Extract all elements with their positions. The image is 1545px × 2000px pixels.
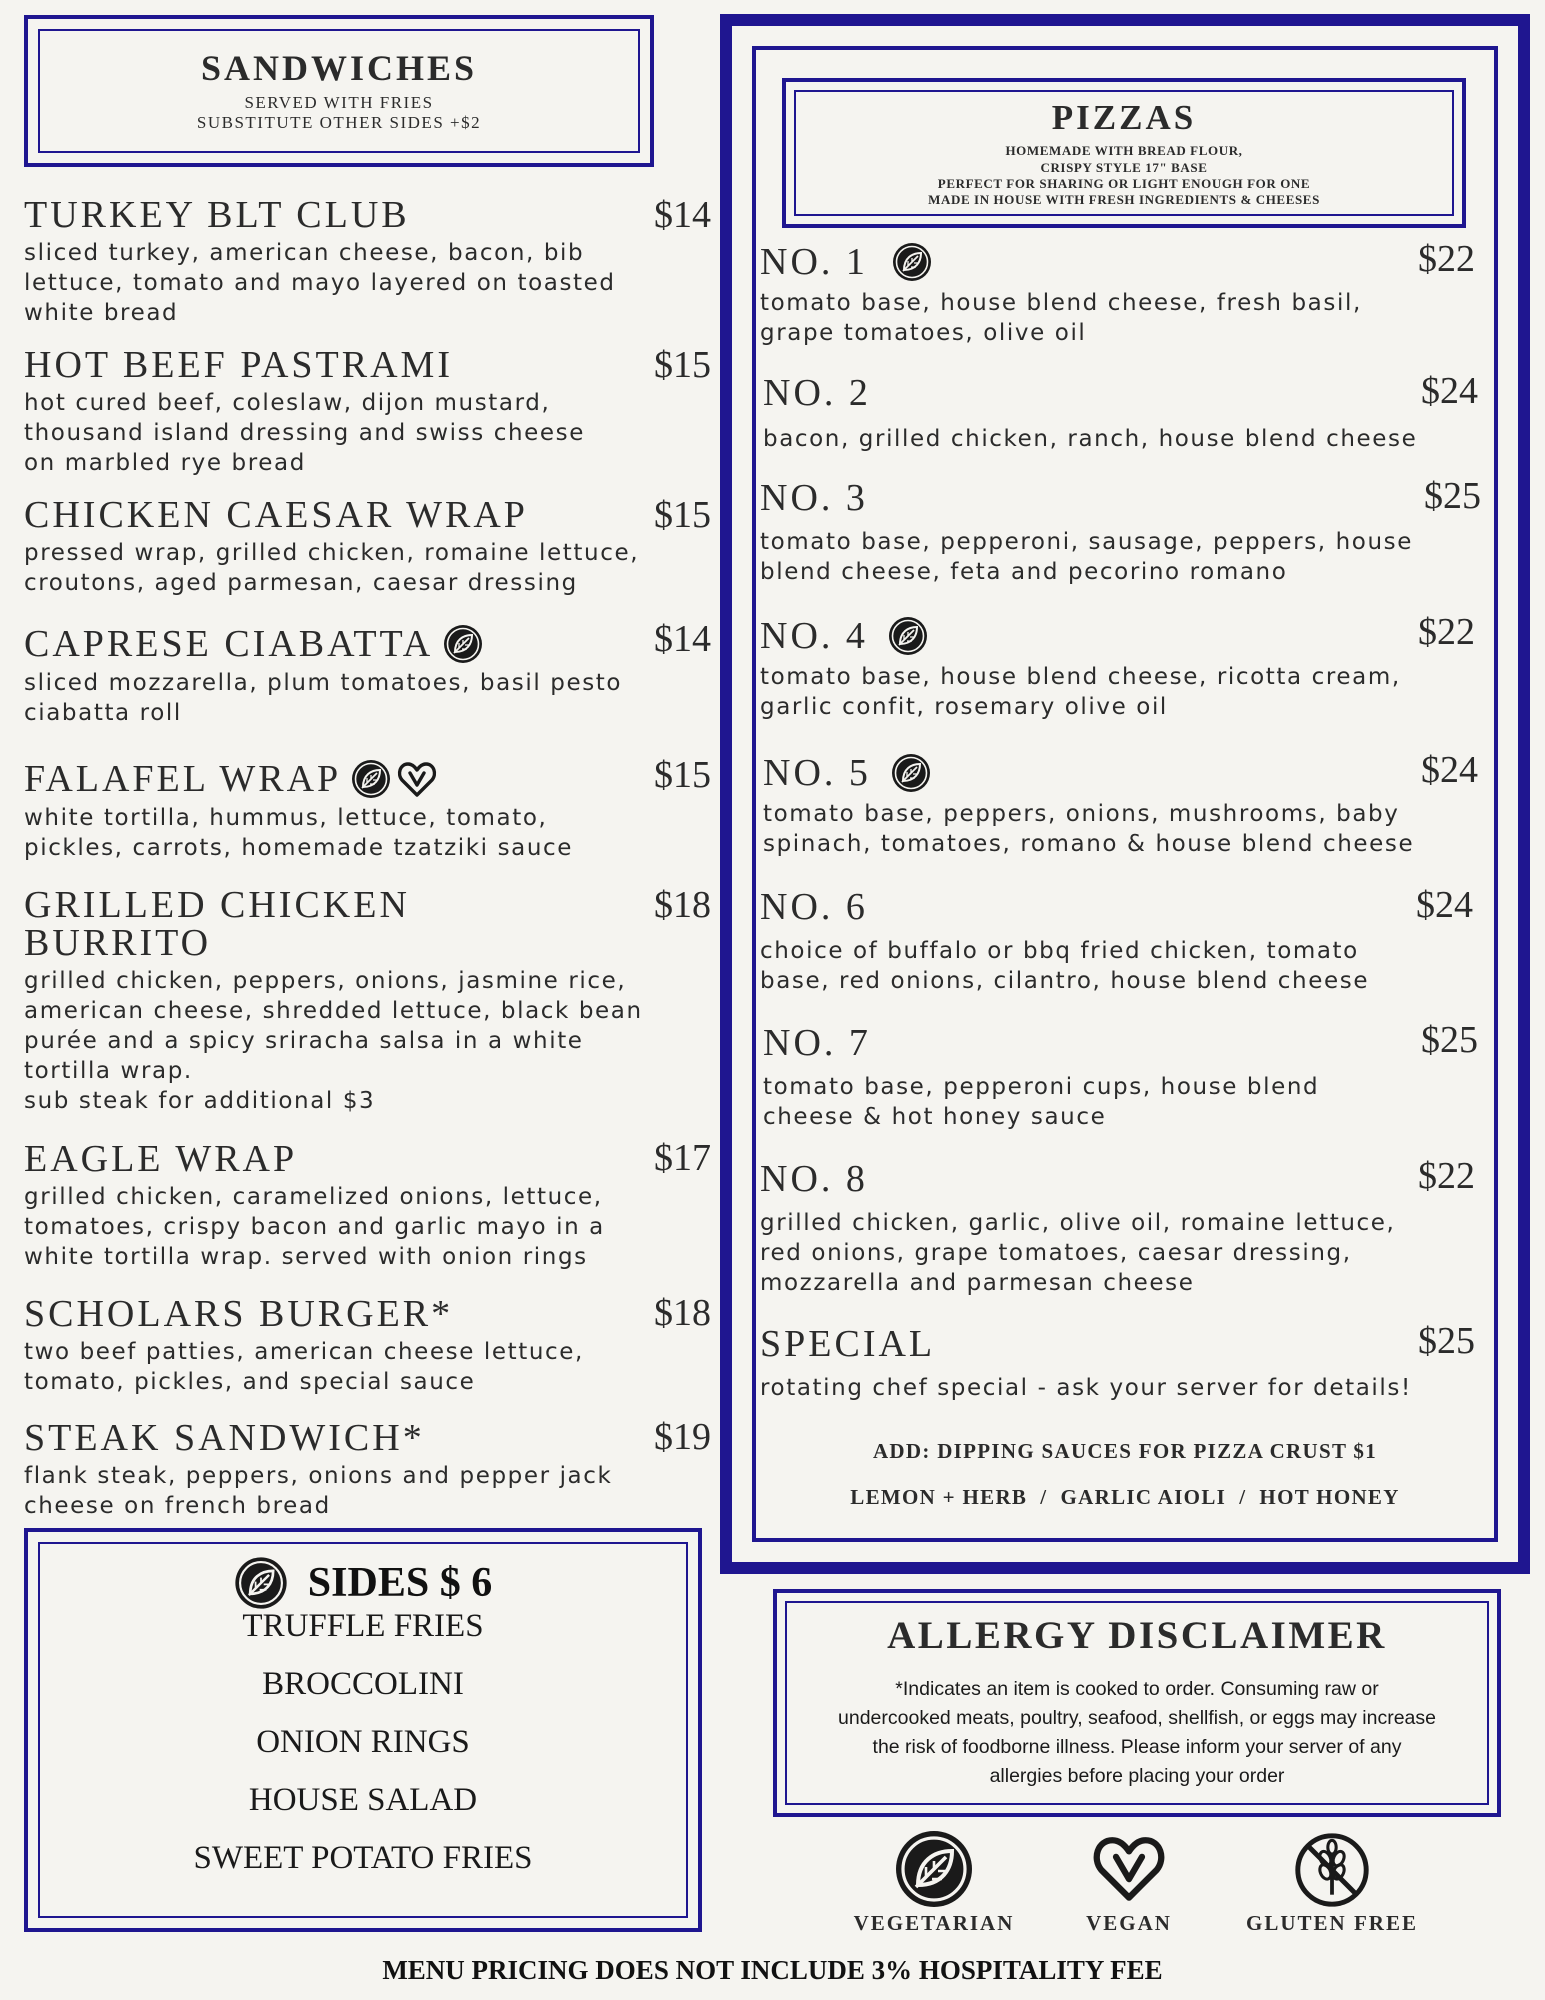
hospitality-fee-note: MENU PRICING DOES NOT INCLUDE 3% HOSPITALITY FEE xyxy=(382,1955,1163,1985)
item-price: $19 xyxy=(654,1416,711,1458)
list-item xyxy=(760,888,1369,996)
item-description: pressed wrap, grilled chicken, romaine lettuce, croutons, aged parmesan, caesar dressing xyxy=(24,540,640,596)
list-item xyxy=(24,1419,612,1521)
list-item xyxy=(760,1160,1395,1298)
dipping-sauce-options: LEMON + HERB / GARLIC AIOLI / HOT HONEY xyxy=(850,1485,1400,1509)
item-description: grilled chicken, garlic, olive oil, romaine lettuce, red onions, grape tomatoes, caesar dressing, mozzarella and parmesan cheese xyxy=(760,1210,1396,1296)
sides-title: SIDES $ 6 xyxy=(28,1556,698,1610)
item-description: sliced mozzarella, plum tomatoes, basil pesto ciabatta roll xyxy=(24,670,623,726)
no-wheat-icon xyxy=(1294,1832,1370,1908)
item-price: $14 xyxy=(654,618,711,660)
allergy-text: *Indicates an item is cooked to order. Consuming raw or undercooked meats, poultry, seafood, shellfish, or eggs may increase the risk of foodborne illness. Please inform your server of any allergies before placing your order xyxy=(838,1678,1436,1787)
pizzas-subtitle: HOMEMADE WITH BREAD FLOUR, xyxy=(1005,143,1243,158)
list-item: ONION RINGS xyxy=(256,1724,470,1760)
list-item xyxy=(24,1140,605,1272)
heart-v-icon xyxy=(1092,1831,1166,1905)
item-price: $25 xyxy=(1424,475,1481,517)
list-item xyxy=(763,1024,1319,1132)
leaf-icon xyxy=(443,624,483,664)
sandwiches-subtitle: SUBSTITUTE OTHER SIDES +$2 xyxy=(196,113,482,132)
item-description: two beef patties, american cheese lettuce, tomato, pickles, and special sauce xyxy=(24,1339,584,1395)
item-name: EAGLE WRAP xyxy=(24,1138,298,1180)
item-price: $18 xyxy=(654,884,711,926)
item-description: flank steak, peppers, onions and pepper jack cheese on french bread xyxy=(24,1463,613,1519)
item-description: bacon, grilled chicken, ranch, house blend cheese xyxy=(763,426,1418,452)
item-price: $22 xyxy=(1418,238,1475,280)
item-price: $24 xyxy=(1421,749,1478,791)
leaf-icon xyxy=(891,753,931,793)
item-description: tomato base, peppers, onions, mushrooms, baby spinach, tomatoes, romano & house blend cheese xyxy=(763,801,1415,857)
item-description: grilled chicken, caramelized onions, lettuce, tomatoes, crispy bacon and garlic mayo in a white tortilla wrap. served with onion rings xyxy=(24,1184,605,1270)
item-price: $15 xyxy=(654,494,711,536)
list-item xyxy=(760,479,1413,587)
list-item xyxy=(760,616,1401,722)
item-price: $25 xyxy=(1421,1019,1478,1061)
item-description: rotating chef special - ask your server for details! xyxy=(760,1375,1412,1401)
item-description: sliced turkey, american cheese, bacon, bib lettuce, tomato and mayo layered on toasted white bread xyxy=(24,240,616,326)
allergy-title: ALLERGY DISCLAIMER xyxy=(887,1614,1387,1657)
item-name: NO. 1 xyxy=(760,242,1362,282)
item-description: tomato base, house blend cheese, fresh basil, grape tomatoes, olive oil xyxy=(760,290,1362,346)
list-item xyxy=(763,374,1417,454)
item-description: hot cured beef, coleslaw, dijon mustard, thousand island dressing and swiss cheese on marbled rye bread xyxy=(24,390,585,476)
legend-vegetarian: VEGETARIAN xyxy=(853,1911,1015,1935)
sandwiches-title: SANDWICHES xyxy=(200,48,478,88)
item-description: tomato base, house blend cheese, ricotta cream, garlic confit, rosemary olive oil xyxy=(760,664,1401,720)
list-item xyxy=(24,346,585,478)
list-item: TRUFFLE FRIES xyxy=(242,1608,484,1644)
pizzas-title: PIZZAS xyxy=(1051,98,1197,137)
item-name: HOT BEEF PASTRAMI xyxy=(24,344,453,386)
list-item xyxy=(24,759,573,863)
item-name: GRILLED CHICKEN xyxy=(24,884,410,926)
item-name: CAPRESE CIABATTA xyxy=(24,624,622,664)
list-item xyxy=(24,1295,584,1397)
item-name: NO. 6 xyxy=(760,886,868,928)
pizzas-subtitle: CRISPY STYLE 17" BASE xyxy=(1040,160,1208,175)
item-price: $14 xyxy=(654,194,711,236)
list-item xyxy=(763,753,1414,859)
item-name: NO. 4 xyxy=(760,616,1401,656)
leaf-icon xyxy=(888,616,928,656)
allergy-disclaimer xyxy=(773,1589,1501,1817)
pizzas-subtitle: PERFECT FOR SHARING OR LIGHT ENOUGH FOR ONE xyxy=(937,176,1311,191)
dipping-sauce-note: ADD: DIPPING SAUCES FOR PIZZA CRUST $1 xyxy=(872,1439,1378,1463)
list-item xyxy=(24,196,616,328)
list-item xyxy=(760,242,1362,348)
legend-gluten-free: GLUTEN FREE xyxy=(1246,1911,1418,1935)
item-name: STEAK SANDWICH* xyxy=(24,1417,425,1459)
item-description: grilled chicken, peppers, onions, jasmine rice, american cheese, shredded lettuce, black bean purée and a spicy sriracha salsa in a white tortilla wrap. sub steak for additional $3 xyxy=(24,968,643,1114)
legend-vegan: VEGAN xyxy=(1086,1911,1172,1935)
item-name: NO. 8 xyxy=(760,1158,868,1200)
sandwiches-header xyxy=(24,15,654,167)
item-name: SCHOLARS BURGER* xyxy=(24,1293,454,1335)
sandwiches-subtitle: SERVED WITH FRIES xyxy=(244,93,434,112)
list-item: SWEET POTATO FRIES xyxy=(193,1840,533,1876)
leaf-icon xyxy=(351,759,391,799)
list-item: BROCCOLINI xyxy=(262,1666,464,1702)
item-price: $15 xyxy=(654,754,711,796)
item-name: NO. 7 xyxy=(763,1022,871,1064)
item-price: $18 xyxy=(654,1292,711,1334)
item-description: white tortilla, hummus, lettuce, tomato, pickles, carrots, homemade tzatziki sauce xyxy=(24,805,574,861)
item-name: NO. 3 xyxy=(760,477,868,519)
item-name: TURKEY BLT CLUB xyxy=(24,194,410,236)
list-item xyxy=(24,886,643,1116)
list-item xyxy=(760,1325,1412,1403)
item-name: NO. 2 xyxy=(763,372,871,414)
item-description: tomato base, pepperoni cups, house blend cheese & hot honey sauce xyxy=(763,1074,1320,1130)
pizzas-subtitle: MADE IN HOUSE WITH FRESH INGREDIENTS & CHEESES xyxy=(928,192,1320,207)
list-item xyxy=(24,496,639,598)
sides-box xyxy=(24,1528,702,1932)
list-item: HOUSE SALAD xyxy=(248,1782,478,1818)
item-price: $22 xyxy=(1418,611,1475,653)
item-price: $24 xyxy=(1421,370,1478,412)
item-price: $25 xyxy=(1418,1320,1475,1362)
leaf-icon xyxy=(234,1556,288,1610)
pizzas-header xyxy=(782,78,1466,228)
item-description: tomato base, pepperoni, sausage, peppers, house blend cheese, feta and pecorino romano xyxy=(760,529,1413,585)
item-name: SPECIAL xyxy=(760,1323,936,1365)
item-price: $15 xyxy=(654,344,711,386)
item-name: CHICKEN CAESAR WRAP xyxy=(24,494,528,536)
item-description: choice of buffalo or bbq fried chicken, tomato base, red onions, cilantro, house blend cheese xyxy=(760,938,1370,994)
item-name: BURRITO xyxy=(24,922,212,964)
leaf-icon xyxy=(892,242,932,282)
leaf-icon xyxy=(894,1829,974,1909)
item-price: $22 xyxy=(1418,1155,1475,1197)
item-price: $24 xyxy=(1416,884,1473,926)
list-item xyxy=(24,624,622,728)
item-price: $17 xyxy=(654,1137,711,1179)
item-name: FALAFEL WRAP xyxy=(24,759,573,799)
item-name: NO. 5 xyxy=(763,753,1414,793)
heart-v-icon xyxy=(397,759,437,799)
